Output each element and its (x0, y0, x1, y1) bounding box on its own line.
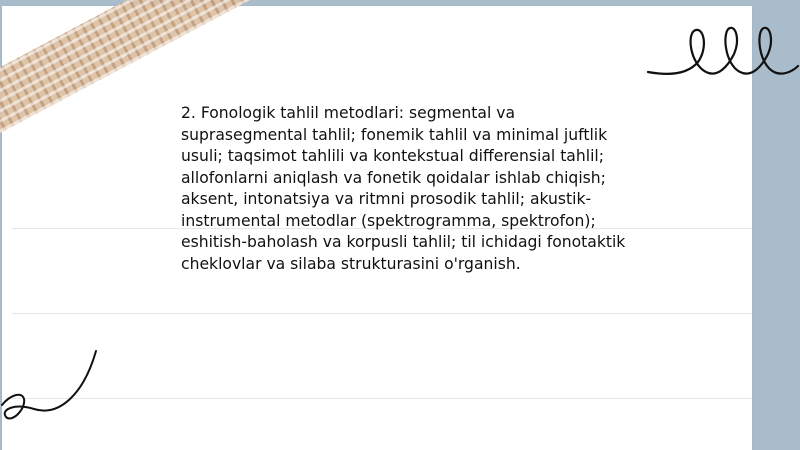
paper-rule-line (12, 398, 752, 399)
paper-rule-line (12, 313, 752, 314)
slide-body-text: 2. Fonologik tahlil metodlari: segmental va suprasegmental tahlil; fonemik tahlil va minimal juftlik usuli; taqsimot tahlili va kontekstual differensial tahlil; allofonlarni aniqlash va fonetik qoidalar ishlab chiqish; aksent, intonatsiya va ritmni prosodik tahlil; akustik-instrumental metodlar (spektrogramma, spektrofon); eshitish-baholash va korpusli tahlil; til ichidagi fonotaktik cheklovlar va silaba strukturasini o'rganish. (181, 104, 626, 273)
cursive-swirl-doodle-icon (0, 345, 110, 430)
cursive-loops-doodle-icon (640, 14, 800, 84)
